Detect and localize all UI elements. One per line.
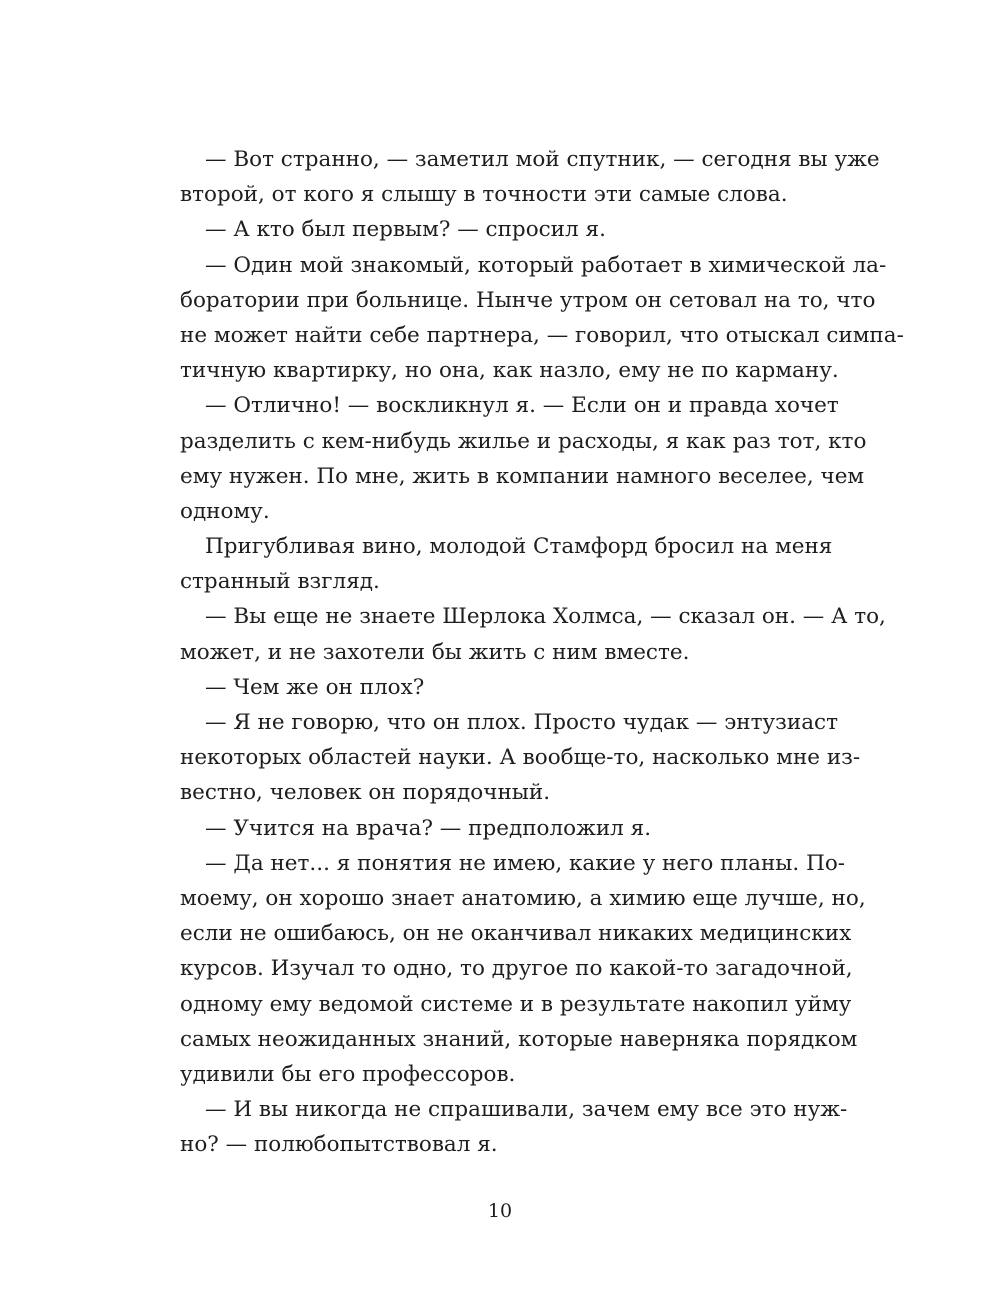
text-line: моему, он хорошо знает анатомию, а химию еще лучше, но, — [180, 885, 866, 911]
text-line: боратории при больнице. Нынче утром он сетовал на то, что — [180, 287, 876, 313]
text-line: некоторых областей науки. А вообще-то, насколько мне из- — [180, 745, 861, 771]
text-line: удивили бы его профессоров. — [180, 1061, 516, 1087]
text-line: Пригубливая вино, молодой Стамфорд бросил на меня — [205, 534, 833, 560]
text-line: ему нужен. По мне, жить в компании намного веселее, чем — [180, 463, 865, 489]
text-line: — Отлично! — воскликнул я. — Если он и правда хочет — [205, 393, 839, 419]
text-line: — А кто был первым? — спросил я. — [205, 217, 606, 243]
text-line: самых неожиданных знаний, которые наверняка порядком — [180, 1026, 858, 1052]
text-line: разделить с кем-нибудь жилье и расходы, я как раз тот, кто — [180, 428, 867, 454]
text-line: если не ошибаюсь, он не оканчивал никаких медицинских — [180, 921, 852, 947]
text-line: одному ему ведомой системе и в результате накопил уйму — [180, 991, 852, 1017]
text-line: не может найти себе партнера, — говорил, что отыскал симпа- — [180, 322, 904, 348]
text-line: вестно, человек он порядочный. — [180, 780, 551, 806]
body-text — [180, 142, 904, 1162]
text-line: может, и не захотели бы жить с ним вместе. — [180, 639, 690, 665]
text-line: — Вот странно, — заметил мой спутник, — сегодня вы уже — [205, 147, 880, 172]
text-line: тичную квартирку, но она, как назло, ему не по карману. — [180, 358, 839, 384]
text-line: странный взгляд. — [180, 569, 380, 595]
page-number: 10 — [487, 1200, 513, 1222]
text-line: одному. — [180, 498, 270, 524]
text-line: второй, от кого я слышу в точности эти самые слова. — [180, 182, 788, 208]
text-line: — Я не говорю, что он плох. Просто чудак — энтузиаст — [205, 710, 838, 735]
text-line: — Один мой знакомый, который работает в химической ла- — [205, 252, 887, 278]
text-line: — И вы никогда не спрашивали, зачем ему все это нуж- — [205, 1097, 848, 1123]
text-line: — Да нет... я понятия не имею, какие у него планы. По- — [205, 850, 846, 876]
text-line: — Учится на врача? — предположил я. — [205, 815, 652, 841]
text-line: но? — полюбопытствовал я. — [180, 1132, 498, 1158]
text-line: — Чем же он плох? — [205, 674, 425, 700]
text-line: — Вы еще не знаете Шерлока Холмса, — сказал он. — А то, — [205, 604, 886, 630]
text-line: курсов. Изучал то одно, то другое по какой-то загадочной, — [180, 956, 853, 982]
